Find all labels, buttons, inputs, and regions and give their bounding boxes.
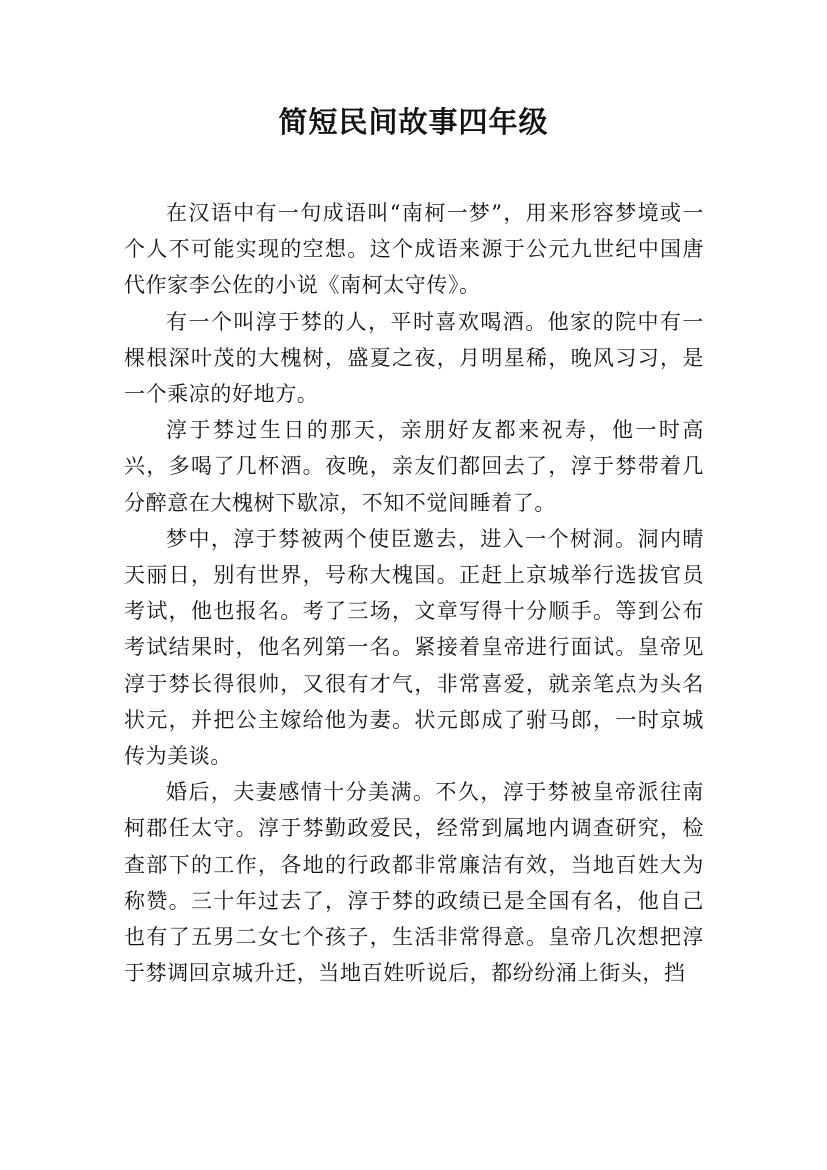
- document-body: [124, 195, 704, 991]
- paragraph-2: 有一个叫淳于棼的人，平时喜欢喝酒。他家的院中有一棵根深叶茂的大槐树，盛夏之夜，月明星稀，晚风习习，是一个乘凉的好地方。: [124, 309, 704, 407]
- paragraph-4: 梦中，淳于棼被两个使臣邀去，进入一个树洞。洞内晴天丽日，别有世界，号称大槐国。正赶上京城举行选拔官员考试，他也报名。考了三场，文章写得十分顺手。等到公布考试结果时，他名列第一名。紧接着皇帝进行面试。皇帝见淳于棼长得很帅，又很有才气，非常喜爱，就亲笔点为头名状元，并把公主嫁给他为妻。状元郎成了驸马郎，一时京城传为美谈。: [124, 526, 704, 769]
- paragraph-3: 淳于棼过生日的那天，亲朋好友都来祝寿，他一时高兴，多喝了几杯酒。夜晚，亲友们都回去了，淳于棼带着几分醉意在大槐树下歇凉，不知不觉间睡着了。: [124, 418, 704, 515]
- paragraph-1: 在汉语中有一句成语叫“南柯一梦”，用来形容梦境或一个人不可能实现的空想。这个成语来源于公元九世纪中国唐代作家李公佐的小说《南柯太守传》。: [124, 201, 704, 298]
- paragraph-5: 婚后，夫妻感情十分美满。不久，淳于棼被皇帝派往南柯郡任太守。淳于棼勤政爱民，经常到属地内调查研究，检查部下的工作，各地的行政都非常廉洁有效，当地百姓大为称赞。三十年过去了，淳于棼的政绩已是全国有名，他自己也有了五男二女七个孩子，生活非常得意。皇帝几次想把淳于棼调回京城升迁，当地百姓听说后，都纷纷涌上街头，挡: [124, 780, 704, 986]
- document-title: 简短民间故事四年级: [278, 105, 549, 139]
